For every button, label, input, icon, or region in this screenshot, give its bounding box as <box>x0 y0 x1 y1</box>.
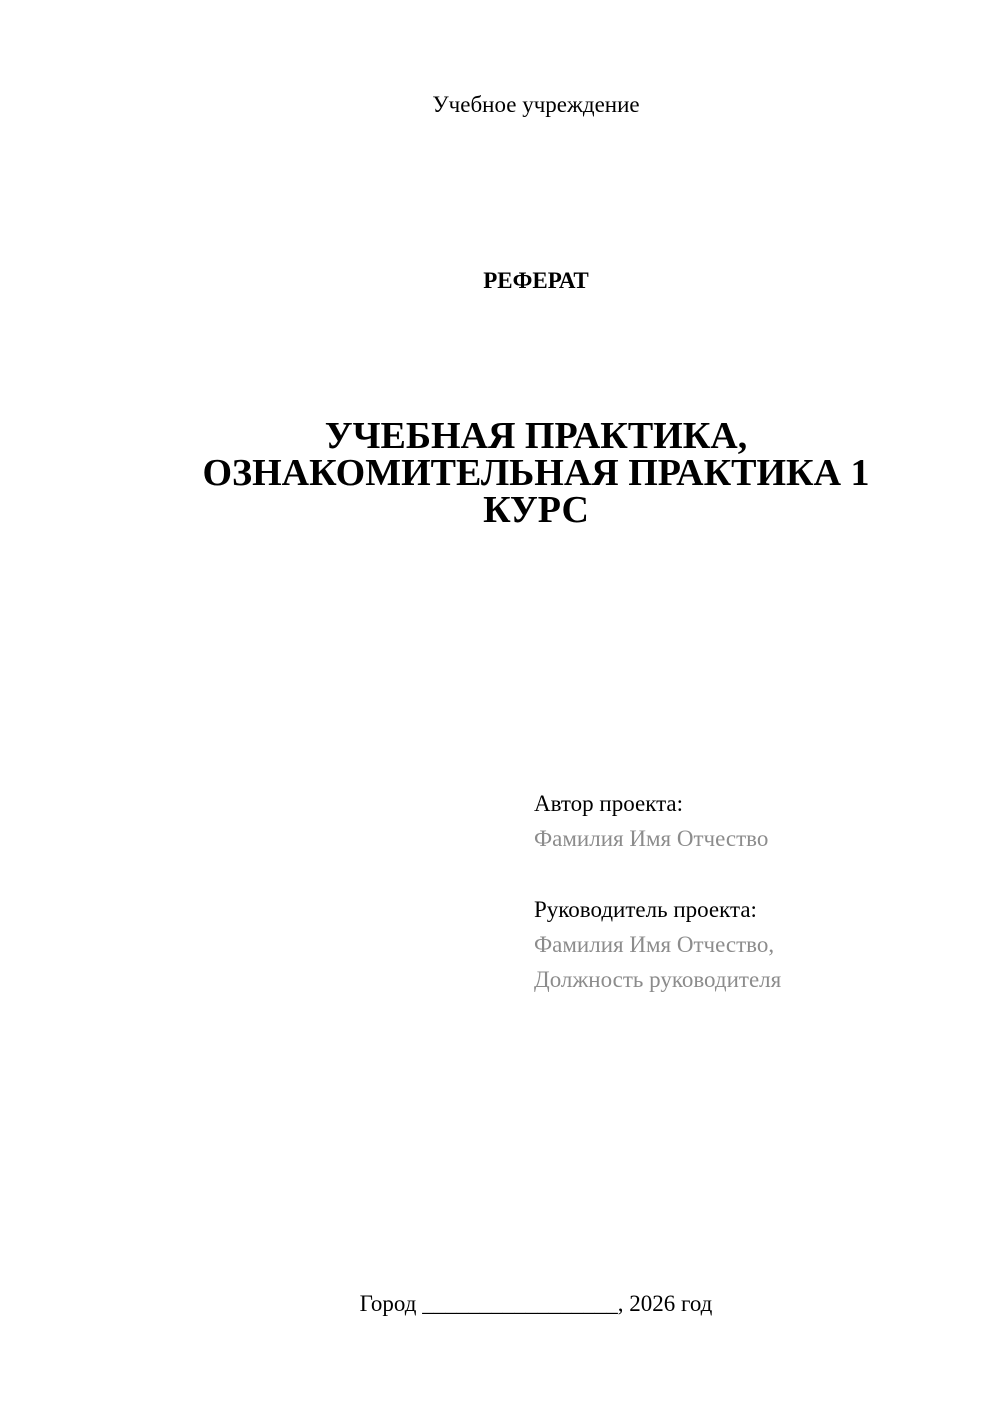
supervisor-name: Фамилия Имя Отчество, <box>534 932 775 957</box>
title-line: УЧЕБНАЯ ПРАКТИКА, <box>324 415 748 457</box>
document-type: РЕФЕРАТ <box>483 268 589 293</box>
supervisor-label: Руководитель проекта: <box>534 897 757 922</box>
title-line: ОЗНАКОМИТЕЛЬНАЯ ПРАКТИКА 1 <box>202 452 870 494</box>
institution-name: Учебное учреждение <box>432 92 640 117</box>
author-name: Фамилия Имя Отчество <box>534 826 769 851</box>
spacer <box>534 856 974 892</box>
signature-block <box>534 786 974 997</box>
document-title <box>150 415 922 531</box>
author-label: Автор проекта: <box>534 791 683 816</box>
city-year-line: Город _________________, 2026 год <box>359 1291 713 1316</box>
supervisor-position: Должность руководителя <box>534 967 782 992</box>
title-line: КУРС <box>483 489 589 531</box>
